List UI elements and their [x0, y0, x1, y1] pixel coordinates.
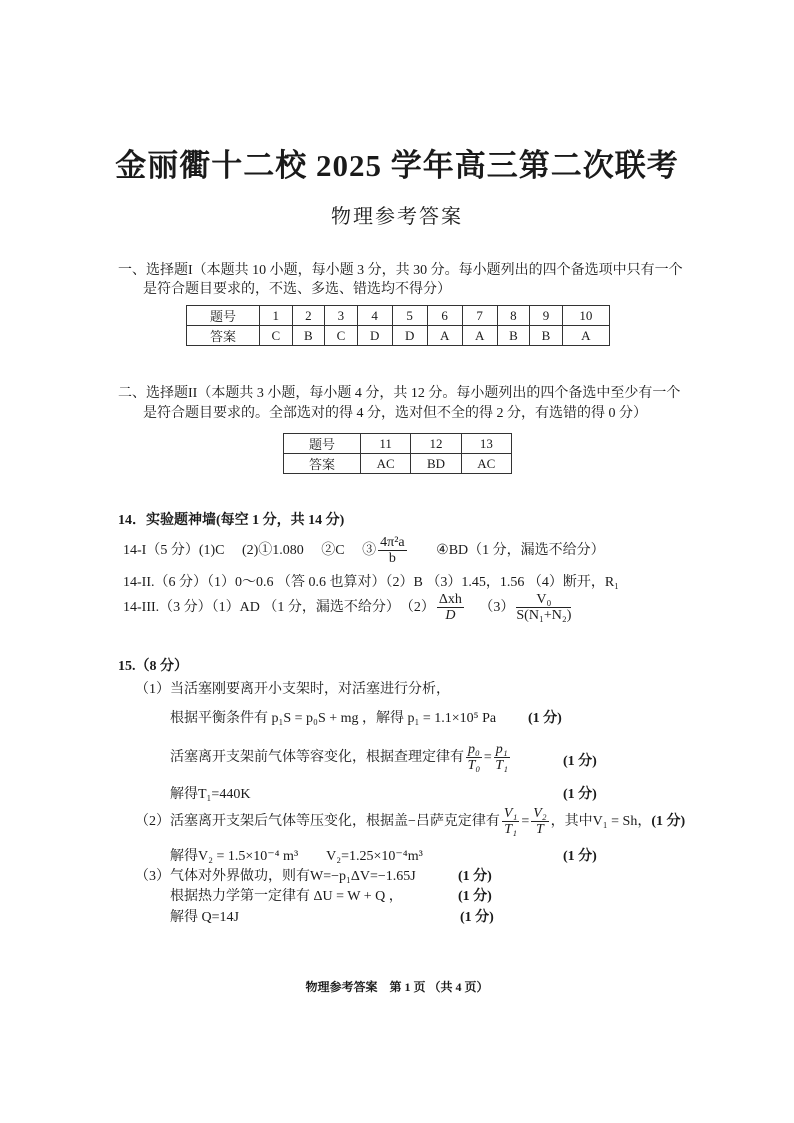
q15-p3b: 根据热力学第一定律有 ΔU = W + Q ， [170, 889, 403, 904]
fraction [466, 742, 482, 774]
table-cell: A [562, 326, 609, 346]
denominator: b [388, 551, 396, 567]
text: 14-III.（3 分）（1）AD （1 分，漏选不给分） （2） [123, 600, 435, 616]
section1-answer-table [186, 305, 610, 346]
table-cell: 6 [427, 306, 462, 326]
q14-line3 [123, 592, 573, 624]
table-cell: B [292, 326, 325, 346]
page-title: 金丽衢十二校 2025 学年高三第二次联考 [115, 148, 679, 183]
section1-instructions-2: 是符合题目要求的，不选、多选、错选均不得分） [143, 282, 451, 297]
table-answer-label: 答案 [284, 454, 361, 474]
table-cell: B [530, 326, 563, 346]
text: 14-I（5 分）(1)C (2)①1.080 ②C ③ [123, 543, 377, 559]
denominator: D [445, 608, 456, 624]
text: （3） [479, 600, 515, 616]
table-cell: D [357, 326, 392, 346]
table-cell: AC [461, 454, 511, 474]
table-cell: 11 [361, 434, 411, 454]
text: ④BD（1 分，漏选不给分） [436, 543, 605, 559]
table-cell: 7 [462, 306, 497, 326]
table-header-label: 题号 [187, 306, 260, 326]
table-cell: BD [411, 454, 461, 474]
numerator: V₂ [533, 806, 547, 821]
denominator: T₁ [495, 758, 509, 774]
score: (1 分) [458, 889, 492, 904]
score: (1 分) [651, 814, 686, 830]
table-cell: 2 [292, 306, 325, 326]
q15-p1b: 活塞离开支架前气体等容变化，根据查理定律有 $\frac{\text{p₀}}{\text{T₀}}$ = $\frac{\text{p₁}}{\text{T₁}}$ [170, 742, 509, 774]
score: (1 分) [563, 849, 597, 864]
table-cell: B [497, 326, 530, 346]
score: (1 分) [528, 711, 562, 726]
fraction [437, 592, 464, 624]
table-cell: 8 [497, 306, 530, 326]
section2-instructions: 二、选择题II（本题共 3 小题，每小题 4 分，共 12 分。每小题列出的四个备选中至少有一个 [118, 386, 681, 401]
table-cell: A [427, 326, 462, 346]
table-cell: 4 [357, 306, 392, 326]
table-cell: D [392, 326, 427, 346]
page-subtitle: 物理参考答案 [331, 206, 463, 228]
q15-heading: 15.（8 分） [118, 659, 188, 674]
score: (1 分) [460, 910, 494, 925]
table-cell: 12 [411, 434, 461, 454]
q15-p1a: 根据平衡条件有 p₁S = p₀S + mg ，解得 p₁ = 1.1×10⁵ Pa [170, 711, 497, 726]
denominator: T₀ [467, 758, 481, 774]
q14-line1 [123, 535, 605, 567]
table-cell: 3 [325, 306, 358, 326]
table-cell: A [462, 326, 497, 346]
table-cell: 10 [562, 306, 609, 326]
denominator: T [536, 822, 544, 838]
table-cell: 1 [260, 306, 293, 326]
numerator: 4π²a [380, 535, 405, 550]
table-answer-label: 答案 [187, 326, 260, 346]
table-cell: AC [361, 454, 411, 474]
numerator: Δxh [438, 592, 462, 607]
fraction [516, 592, 571, 624]
q14-line2: 14-II.（6 分）（1）0～0.6 （答 0.6 也算对）（2）B （3）1.45，1.56 （4）断开，R₁ [123, 575, 620, 590]
score: (1 分) [458, 869, 492, 884]
section1-instructions: 一、选择题I（本题共 10 小题，每小题 3 分，共 30 分。每小题列出的四个备选项中只有一个 [118, 263, 683, 278]
section2-instructions-2: 是符合题目要求的。全部选对的得 4 分，选对但不全的得 2 分，有选错的得 0 分） [143, 406, 647, 421]
table-cell: 9 [530, 306, 563, 326]
fraction [531, 806, 548, 838]
denominator: T₁ [504, 822, 517, 838]
numerator: V₀ [516, 592, 571, 608]
denominator: S(N₁+N₂) [516, 608, 572, 624]
q15-p2a: （2）活塞离开支架后气体等压变化，根据盖−吕萨克定律有 $\frac{\text{V₁}}{\text{T₁}}$ = $\frac{\text{V₂}}{T}$ ，其中V₁ = Sh，(1 分) [135, 806, 686, 838]
q15-p1c: 解得T₁=440K [170, 787, 251, 802]
q15-p3c: 解得 Q=14J [170, 910, 239, 925]
numerator: p₁ [495, 742, 508, 757]
fraction [494, 742, 510, 774]
section2-answer-table [283, 433, 512, 474]
text: ，其中V₁ = Sh， [550, 814, 652, 830]
table-cell: 13 [461, 434, 511, 454]
q15-p3a: （3）气体对外界做功，则有W=−p₁ΔV=−1.65J [135, 869, 416, 884]
fraction [378, 535, 406, 567]
table-cell: 5 [392, 306, 427, 326]
numerator: p₀ [468, 742, 480, 757]
table-cell: C [260, 326, 293, 346]
table-cell: C [325, 326, 358, 346]
fraction [502, 806, 519, 838]
score: (1 分) [563, 754, 597, 769]
q15-p1: （1）当活塞刚要离开小支架时，对活塞进行分析， [135, 682, 450, 697]
text: （2）活塞离开支架后气体等压变化，根据盖−吕萨克定律有 [135, 814, 500, 830]
numerator: V₁ [503, 806, 518, 821]
q15-p2c: 解得V₂ = 1.5×10⁻⁴ m³ V₂=1.25×10⁻⁴m³ [170, 849, 423, 864]
score: (1 分) [563, 787, 597, 802]
table-header-label: 题号 [284, 434, 361, 454]
text: 活塞离开支架前气体等容变化，根据查理定律有 [170, 750, 464, 766]
page-footer: 物理参考答案 第 1 页 （共 4 页） [305, 980, 489, 994]
q14-heading: 14．实验题神墙(每空 1 分，共 14 分) [118, 513, 345, 528]
